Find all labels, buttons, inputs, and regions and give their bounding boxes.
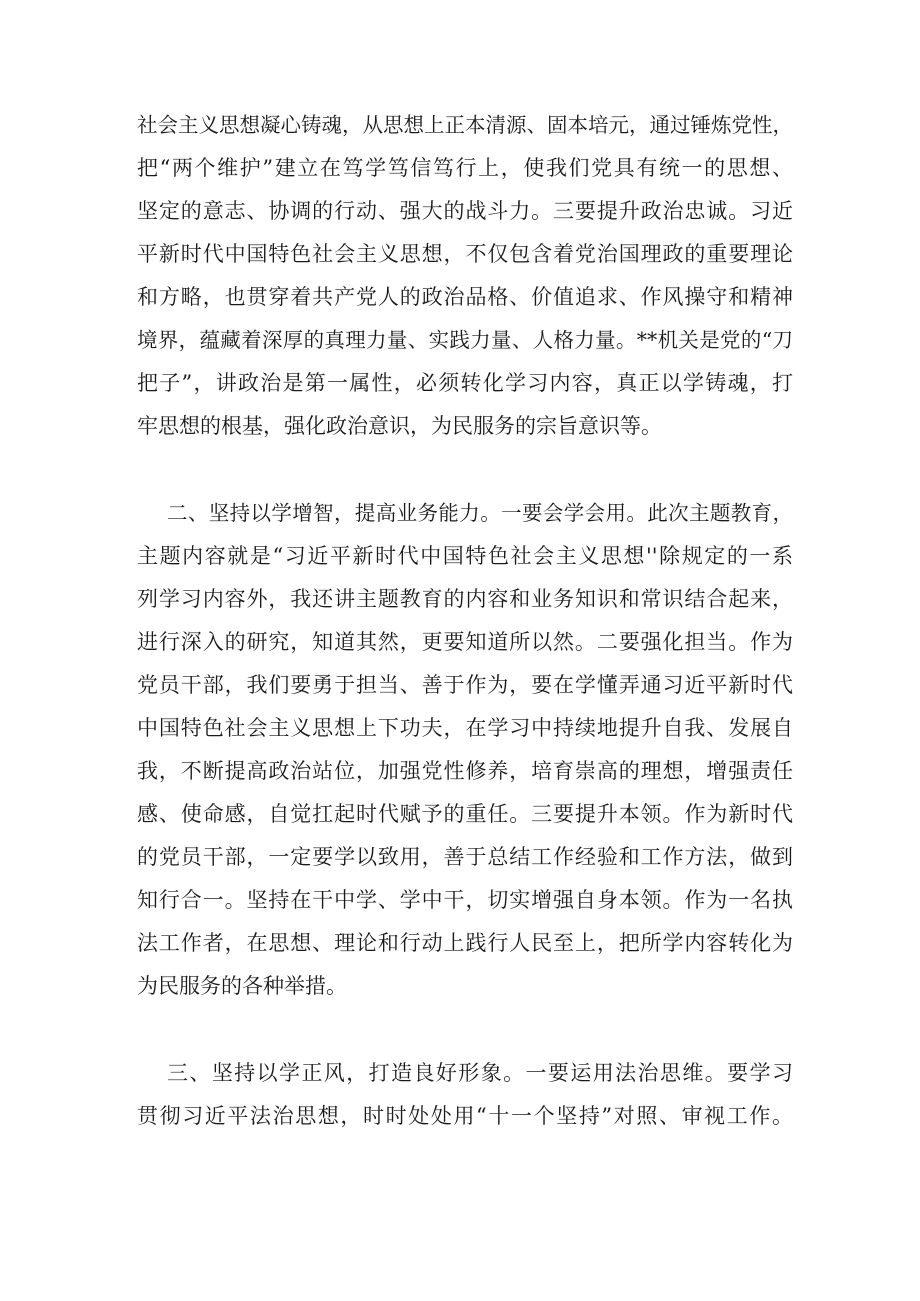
- text-line: 坚定的意志、协调的行动、强大的战斗力。三要提升政治忠诚。习近: [137, 199, 793, 223]
- text-line: 把“两个维护”建立在笃学笃信笃行上，使我们党具有统一的思想、: [137, 156, 793, 180]
- text-line: 法工作者，在思想、理论和行动上践行人民至上，把所学内容转化为: [137, 931, 793, 955]
- text-line: 党员干部，我们要勇于担当、善于作为，要在学懂弄通习近平新时代: [137, 673, 793, 697]
- text-line: 我，不断提高政治站位，加强党性修养，培育崇高的理想，增强责任: [137, 759, 793, 783]
- text-line: 知行合一。坚持在干中学、学中干，切实增强自身本领。作为一名执: [137, 888, 793, 912]
- text-line: 平新时代中国特色社会主义思想，不仅包含着党治国理政的重要理论: [137, 242, 793, 266]
- text-line: 境界，蕴藏着深厚的真理力量、实践力量、人格力量。**机关是党的“刀: [137, 328, 793, 352]
- text-line: 为民服务的各种举措。: [137, 974, 347, 998]
- text-line: 二、坚持以学增智，提高业务能力。一要会学会用。此次主题教育，: [167, 501, 793, 525]
- text-line: 感、使命感，自觉扛起时代赋予的重任。三要提升本领。作为新时代: [137, 802, 793, 826]
- text-line: 贯彻习近平法治思想，时时处处用“十一个坚持”对照、审视工作。: [137, 1104, 793, 1128]
- text-line: 主题内容就是“习近平新时代中国特色社会主义思想''除规定的一系: [137, 544, 793, 568]
- text-line: 进行深入的研究，知道其然，更要知道所以然。二要强化担当。作为: [137, 630, 793, 654]
- text-line: 社会主义思想凝心铸魂，从思想上正本清源、固本培元，通过锤炼党性，: [137, 113, 793, 137]
- text-line: 把子”，讲政治是第一属性，必须转化学习内容，真正以学铸魂，打: [137, 371, 793, 395]
- text-line: 的党员干部，一定要学以致用，善于总结工作经验和工作方法，做到: [137, 845, 793, 869]
- text-line: 中国特色社会主义思想上下功夫，在学习中持续地提升自我、发展自: [137, 716, 793, 740]
- text-line: 三、坚持以学正风，打造良好形象。一要运用法治思维。要学习: [167, 1061, 793, 1085]
- text-line: 和方略，也贯穿着共产党人的政治品格、价值追求、作风操守和精神: [137, 285, 793, 309]
- text-line: 牢思想的根基，强化政治意识，为民服务的宗旨意识等。: [137, 414, 662, 438]
- text-line: 列学习内容外，我还讲主题教育的内容和业务知识和常识结合起来，: [137, 587, 793, 611]
